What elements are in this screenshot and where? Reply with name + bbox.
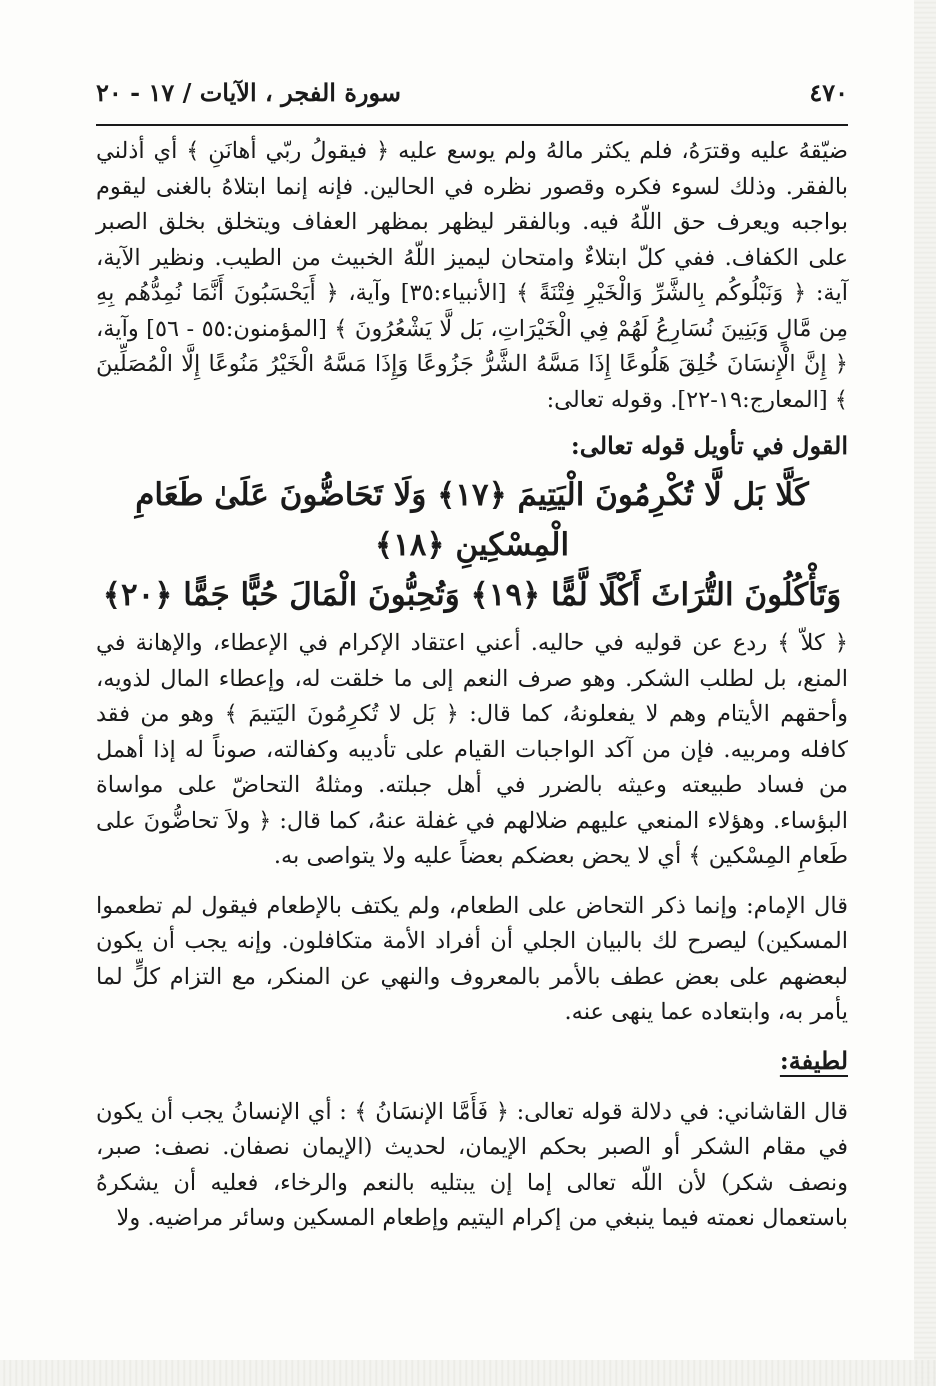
running-header — [96, 78, 848, 122]
quran-line-1: كَلَّا بَل لَّا تُكْرِمُونَ الْيَتِيمَ ﴿١٧﴾ وَلَا تَحَاضُّونَ عَلَىٰ طَعَامِ الْمِسْكِينِ ﴿١٨﴾ — [135, 477, 809, 563]
note-title: لطيفة: — [779, 1045, 848, 1075]
header-rule — [96, 124, 848, 126]
scan-edge-texture-right — [914, 0, 936, 1386]
scan-edge-texture-bottom — [0, 1360, 936, 1386]
paragraph-4: قال القاشاني: في دلالة قوله تعالى: ﴿ فَأَمَّا الإنسَانُ ﴾ : أي الإنسانُ يجب أن يكون في مقام الشكر أو الصبر بحكم الإيمان، لحديث (الإيمان نصفان. نصف: صبر، ونصف شكر) لأن اللّه تعالى إما إن يبتليه بالنعم والرخاء، فعليه أن يشكرهُ باستعمال نعمته فيما ينبغي من إكرام اليتيم وإطعام المسكين وسائر مراضيه. ولا — [96, 1098, 848, 1231]
quran-verses — [96, 470, 848, 620]
quran-line-2: وَتَأْكُلُونَ التُّرَاثَ أَكْلًا لَّمًّا ﴿١٩﴾ وَتُحِبُّونَ الْمَالَ حُبًّا جَمًّا ﴿٢٠﴾ — [102, 577, 842, 613]
book-page — [96, 78, 848, 1237]
running-title: سورة الفجر ، الآيات / ١٧ - ٢٠ — [96, 78, 401, 107]
paragraph-3: قال الإمام: وإنما ذكر التحاض على الطعام، ولم يكتف بالإطعام فيقول لم تطعموا المسكين) ليصرح لك بالبيان الجلي أن أفراد الأمة متكافلون. وإنه يجب أن يكون لبعضهم على بعض عطف بالأمر بالمعروف والنهي عن المنكر، مع التزام كلٍّ لما يأمر به، وابتعاده عما ينهى عنه. — [96, 892, 848, 1025]
paragraph-1: ضيّقهُ عليه وقترَهُ، فلم يكثر مالهُ ولم يوسع عليه ﴿ فيقولُ ربّي أهانَنِ ﴾ أي أذلني بالفقر. وذلك لسوء فكره وقصور نظره في الحالين. فإنه إنما ابتلاهُ بالغنى ليقوم بواجبه ويعرف حق اللّهُ فيه. وبالفقر ليظهر بمظهر العفاف ويتخلق بخلق الصبر على الكفاف. ففي كلّ ابتلاءٌ وامتحان ليميز اللّهُ الخبيث من الطيب. ونظير الآية، آية: ﴿ وَنَبْلُوكُم بِالشَّرِّ وَالْخَيْرِ فِتْنَةً ﴾ [الأنبياء:٣٥] وآية، ﴿ أَيَحْسَبُونَ أَنَّمَا نُمِدُّهُم بِهِ مِن مَّالٍ وَبَنِينَ نُسَارِعُ لَهُمْ فِي الْخَيْرَاتِ، بَل لَّا يَشْعُرُونَ ﴾ [المؤمنون:٥٥ - ٥٦] وآية، ﴿ إِنَّ الْإِنسَانَ خُلِقَ هَلُوعًا إِذَا مَسَّهُ الشَّرُّ جَزُوعًا وَإِذَا مَسَّهُ الْخَيْرُ مَنُوعًا إِلَّا الْمُصَلِّينَ ﴾ [المعارج:١٩-٢٢]. وقوله تعالى: — [96, 138, 848, 413]
section-heading: القول في تأويل قوله تعالى: — [570, 431, 848, 460]
page-number: ٤٧٠ — [809, 78, 848, 107]
paragraph-2: ﴿ كلاّ ﴾ ردع عن قوليه في حاليه. أعني اعتقاد الإكرام في الإعطاء، والإهانة في المنع، بل لطلب الشكر. وهو صرف النعم إلى ما خلقت له، وإعطاء المال لذويه، وأحقهم الأيتام وهم لا يفعلونهُ، كما قال: ﴿ بَل لا تُكرِمُونَ اليَتيمَ ﴾ وهو من فقد كافله ومربيه. فإن من آكد الواجبات القيام على تأديبه وكفالته، صوناً له إذا أهمل من فساد طبيعته وعيثه بالضرر في أهل جبلته. ومثلهُ التحاضّ على مواساة البؤساء. وهؤلاء المنعي عليهم ضلالهم في غفلة عنهُ، كما قال: ﴿ ولاَ تحاضُّونَ على طَعامِ المِسْكين ﴾ أي لا يحض بعضكم بعضاً عليه ولا يتواصى به. — [96, 630, 848, 869]
